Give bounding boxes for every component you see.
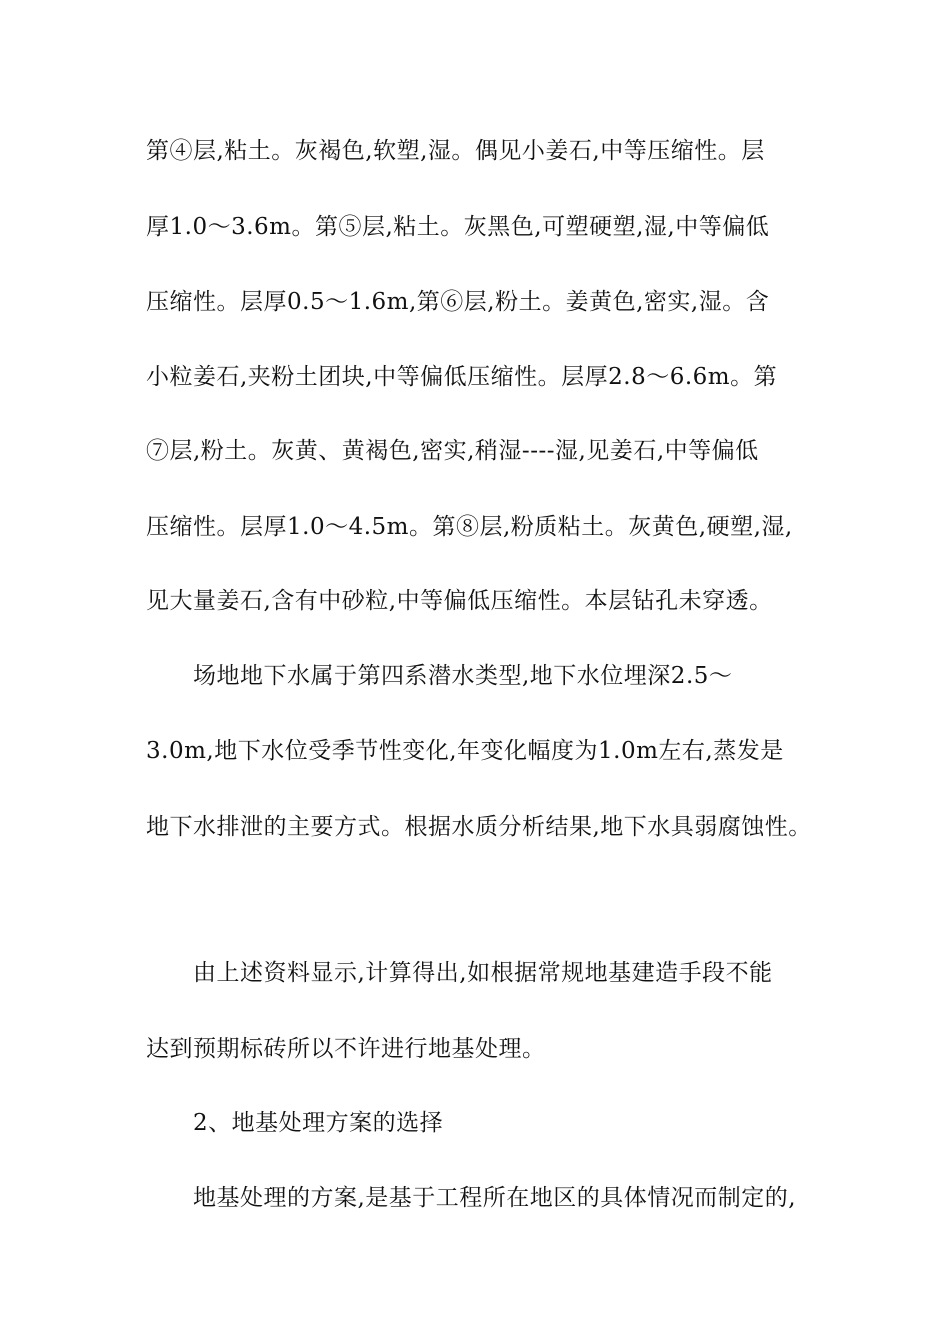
text-line-1: 第④层,粘土。灰褐色,软塑,湿。偶见小姜石,中等压缩性。层: [146, 138, 765, 164]
paragraph-conclusion-start: 由上述资料显示,计算得出,如根据常规地基建造手段不能: [193, 960, 773, 986]
text-line-10: 地下水排泄的主要方式。根据水质分析结果,地下水具弱腐蚀性。: [146, 814, 812, 840]
text-line-2: 厚1.0～3.6m。第⑤层,粘土。灰黑色,可塑硬塑,湿,中等偏低: [146, 214, 770, 240]
text-line-5: ⑦层,粉土。灰黄、黄褐色,密实,稍湿----湿,见姜石,中等偏低: [146, 438, 759, 464]
text-line-3: 压缩性。层厚0.5～1.6m,第⑥层,粉土。姜黄色,密实,湿。含: [146, 289, 770, 315]
text-line-7: 见大量姜石,含有中砂粒,中等偏低压缩性。本层钻孔未穿透。: [146, 588, 773, 614]
section-heading: 2、地基处理方案的选择: [193, 1110, 444, 1136]
text-line-4: 小粒姜石,夹粉土团块,中等偏低压缩性。层厚2.8～6.6m。第: [146, 364, 778, 390]
text-line-12: 达到预期标砖所以不许进行地基处理。: [146, 1036, 546, 1062]
text-line-9: 3.0m,地下水位受季节性变化,年变化幅度为1.0m左右,蒸发是: [146, 738, 784, 764]
paragraph-groundwater-start: 场地地下水属于第四系潜水类型,地下水位埋深2.5～: [193, 663, 733, 689]
text-line-6: 压缩性。层厚1.0～4.5m。第⑧层,粉质粘土。灰黄色,硬塑,湿,: [146, 514, 793, 540]
paragraph-scheme-start: 地基处理的方案,是基于工程所在地区的具体情况而制定的,: [193, 1185, 797, 1211]
